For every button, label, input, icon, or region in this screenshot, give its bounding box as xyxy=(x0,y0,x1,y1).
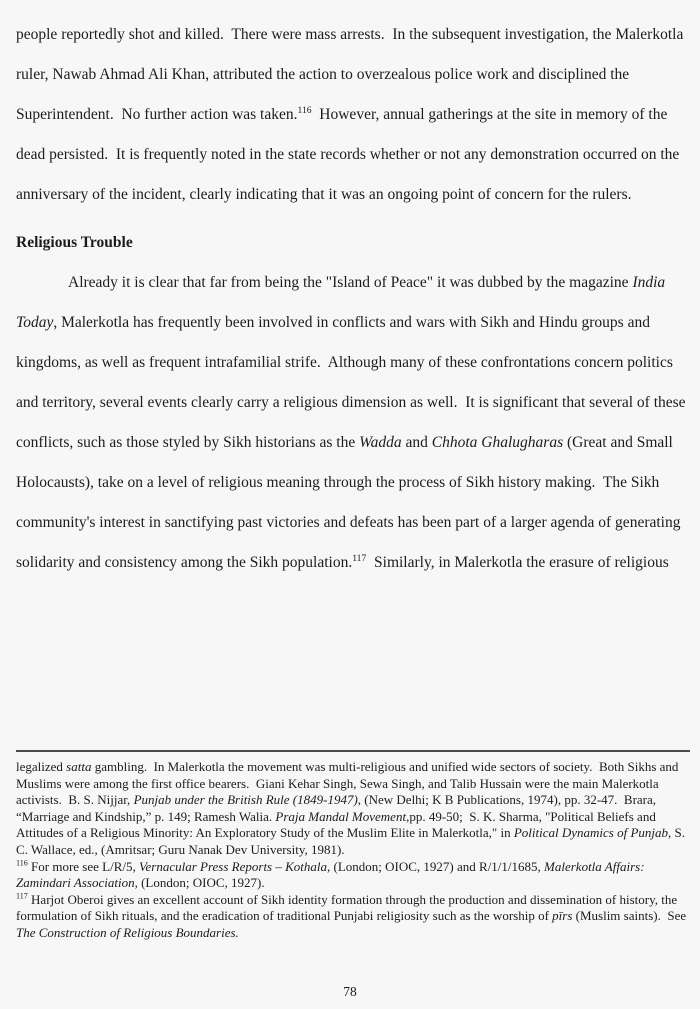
footnote-separator-rule xyxy=(16,750,690,752)
main-text-block xyxy=(16,15,689,583)
footnote-116: $^{116}$ For more see L/R/5, Vernacular Press Reports – Kothala, (London; OIOC, 1927) and R/1/1/1685, Malerkotla Affairs: Zamindari Association, (London; OIOC, 1927). xyxy=(16,858,645,891)
footnotes-section xyxy=(16,750,690,942)
body-paragraph-continuation: people reportedly shot and killed. There were mass arrests. In the subsequent investigation, the Malerkotla ruler, Nawab Ahmad Ali Khan, attributed the action to overzealous police work and disciplined the Superintendent. No further action was taken.$^{116}$ However, annual gatherings at the site in memory of the dead persisted. It is frequently noted in the state records whether or not any demonstration occurred on the anniversary of the incident, clearly indicating that it was an ongoing point of concern for the rulers. xyxy=(16,26,684,203)
footnote-117: $^{117}$ Harjot Oberoi gives an excellent account of Sikh identity formation through the production and dissemination of history, the formulation of Sikh rituals, and the eradication of traditional Punjabi religiosity such as the worship of pīrs (Muslim saints). See The Construction of Religious Boundaries. xyxy=(16,891,687,940)
page-number: 78 xyxy=(343,984,357,999)
section-heading: Religious Trouble xyxy=(16,234,133,251)
footnote-115-continuation: legalized satta gambling. In Malerkotla the movement was multi-religious and unified wide sectors of society. Both Sikhs and Muslims were among the first office bearers. Giani Kehar Singh, Sewa Singh, and Talib Hussain were the main Malerkotla activists. B. S. Nijjar, Punjab under the British Rule (1849-1947), (New Delhi; K B Publications, 1974), pp. 32-47. Brara, “Marriage and Kindship,” p. 149; Ramesh Walia. Praja Mandal Movement,pp. 49-50; S. K. Sharma, "Political Beliefs and Attitudes of a Religious Minority: An Exploratory Study of the Muslim Elite in Malerkotla," in Political Dynamics of Punjab, S. C. Wallace, ed., (Amritsar; Guru Nanak Dev University, 1981). xyxy=(16,759,685,857)
body-paragraph: Already it is clear that far from being the "Island of Peace" it was dubbed by the magazine India Today, Malerkotla has frequently been involved in conflicts and wars with Sikh and Hindu groups and kingdoms, as well as frequent intrafamilial strife. Although many of these confrontations concern politics and territory, several events clearly carry a religious dimension as well. It is significant that several of these conflicts, such as those styled by Sikh historians as the Wadda and Chhota Ghalugharas (Great and Small Holocausts), take on a level of religious meaning through the process of Sikh history making. The Sikh community's interest in sanctifying past victories and defeats has been part of a larger agenda of generating solidarity and consistency among the Sikh population.$^{117}$ Similarly, in Malerkotla the erasure of religious xyxy=(16,274,686,571)
